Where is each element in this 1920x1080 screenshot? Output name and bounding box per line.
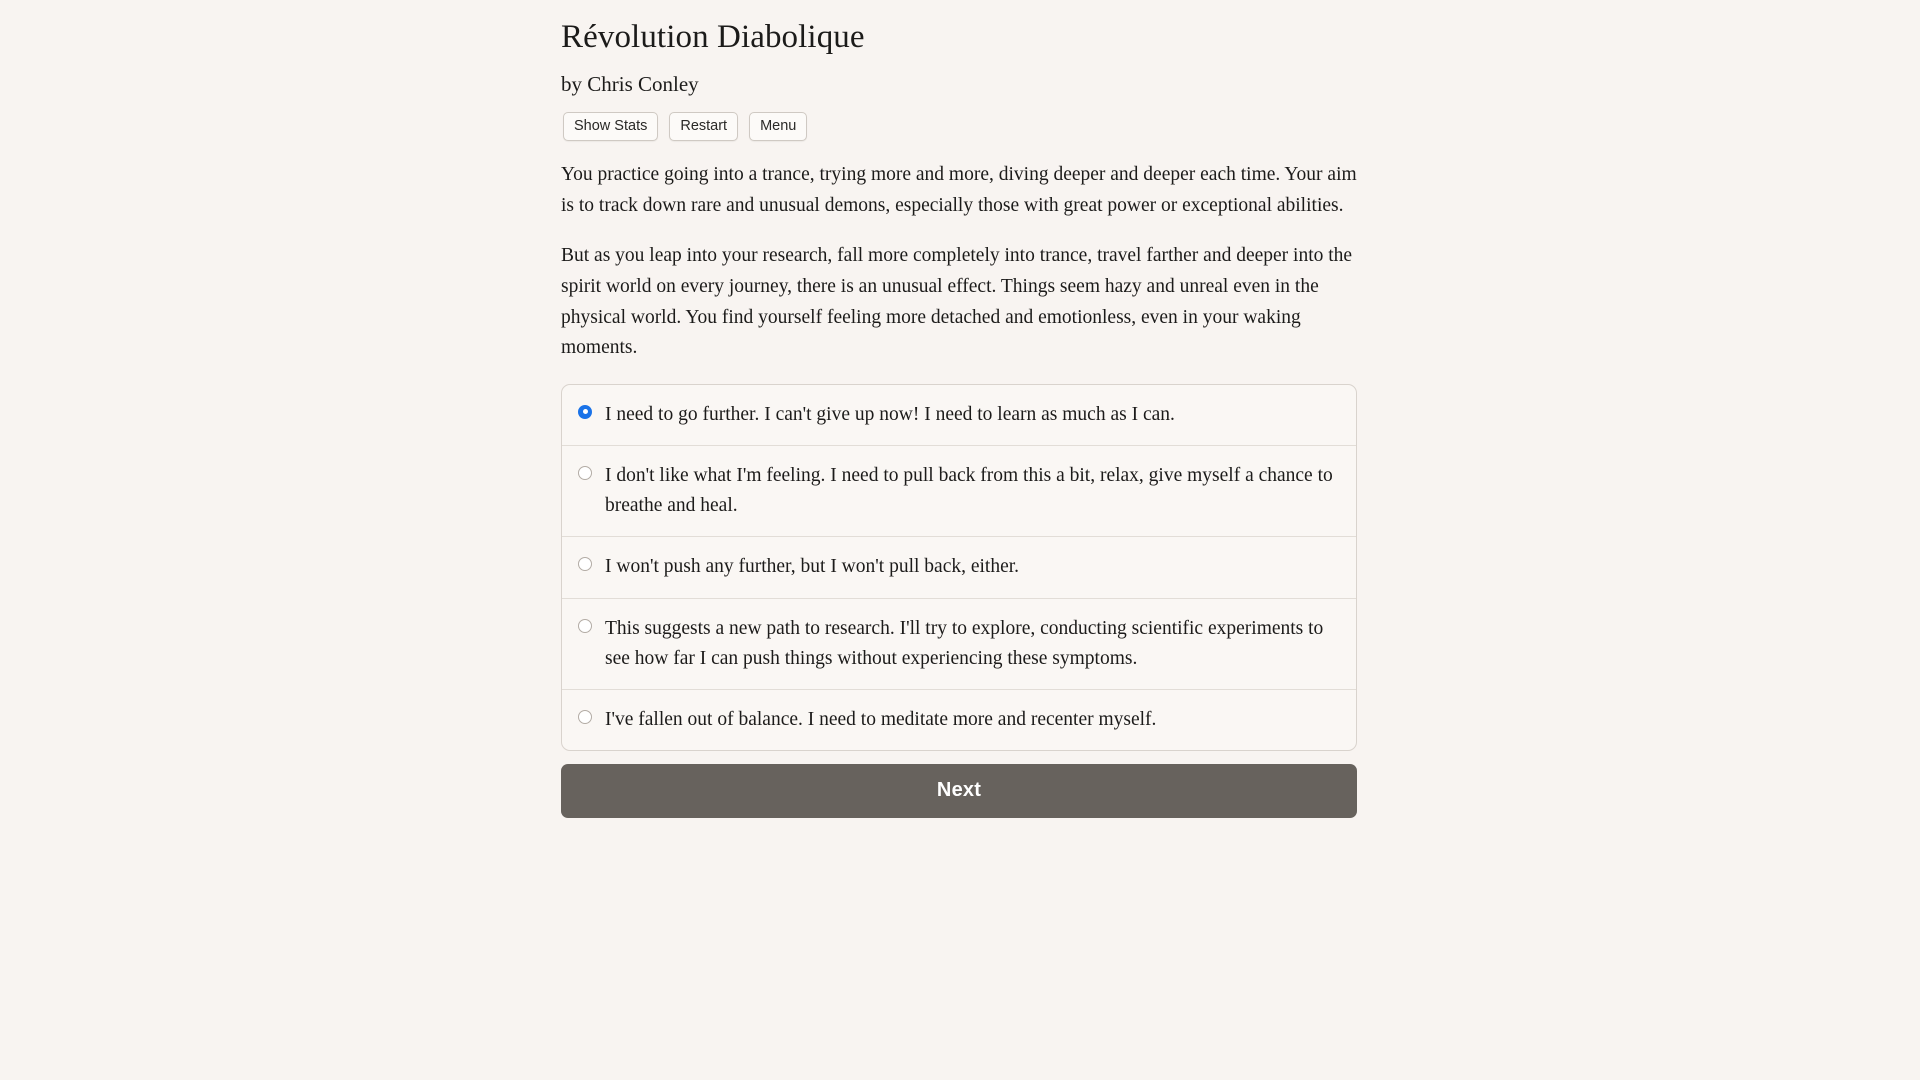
game-container (561, 0, 1357, 818)
radio-icon[interactable] (578, 619, 592, 633)
choice-list (561, 384, 1357, 752)
radio-icon-selected[interactable] (578, 405, 592, 419)
radio-icon[interactable] (578, 710, 592, 724)
show-stats-button[interactable]: Show Stats (563, 112, 658, 142)
choice-option-label: I've fallen out of balance. I need to meditate more and recenter myself. (605, 709, 1157, 731)
choice-option-label: I need to go further. I can't give up now! I need to learn as much as I can. (605, 403, 1175, 425)
choice-option[interactable] (562, 537, 1356, 598)
toolbar (561, 97, 1357, 142)
choice-option-label: I don't like what I'm feeling. I need to pull back from this a bit, relax, give myself a chance to breathe and heal. (605, 464, 1333, 517)
menu-button[interactable]: Menu (749, 112, 807, 142)
author-byline: by Chris Conley (561, 71, 699, 96)
story-paragraph: But as you leap into your research, fall more completely into trance, travel farther and deeper into the spirit world on every journey, there is an unusual effect. Things seem hazy and unreal even in the physical world. You find yourself feeling more detached and emotionless, even in your waking moments. (561, 245, 1353, 359)
radio-icon[interactable] (578, 466, 592, 480)
restart-button[interactable]: Restart (669, 112, 738, 142)
choice-option[interactable] (562, 690, 1356, 750)
story-text (561, 141, 1357, 364)
choice-option-label: This suggests a new path to research. I'll try to explore, conducting scientific experiments to see how far I can push things without experiencing these symptoms. (605, 617, 1324, 669)
choice-option[interactable] (562, 385, 1356, 446)
next-button[interactable]: Next (561, 764, 1357, 818)
story-paragraph: You practice going into a trance, trying more and more, diving deeper and deeper each time. Your aim is to track down rare and unusual demons, especially those with great power or exceptional abilities. (561, 164, 1357, 216)
radio-icon[interactable] (578, 557, 592, 571)
choice-option[interactable] (562, 599, 1356, 690)
page-title: Révolution Diabolique (561, 19, 865, 55)
choice-option[interactable] (562, 446, 1356, 537)
choice-option-label: I won't push any further, but I won't pull back, either. (605, 556, 1020, 578)
